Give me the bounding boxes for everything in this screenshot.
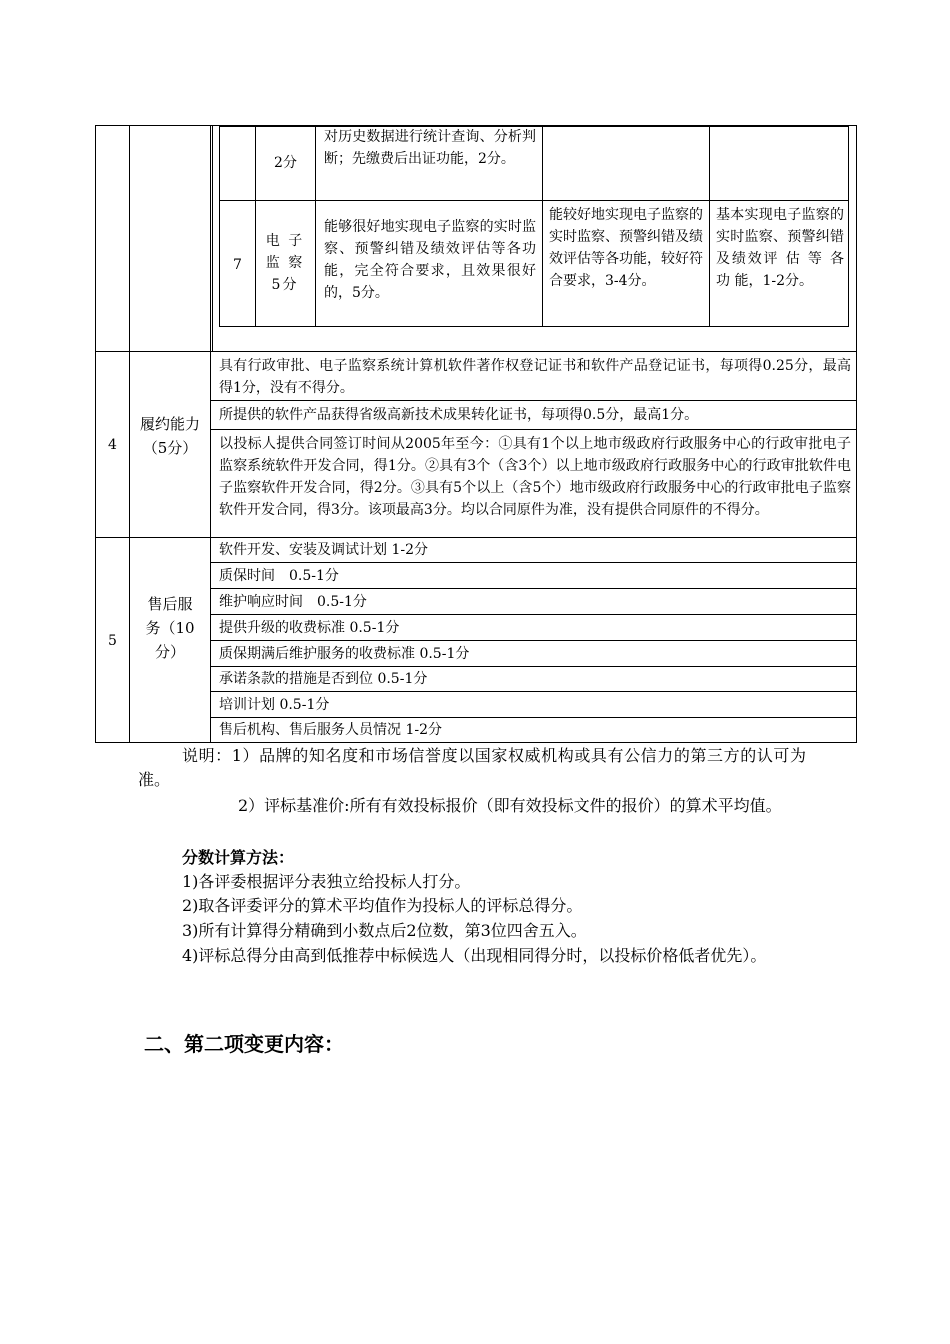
calc-method-title: 分数计算方法： (182, 848, 295, 867)
section4-title: 履约能力（5分） (140, 415, 201, 457)
inner-col-5 (709, 126, 710, 327)
inner-col-4 (542, 126, 543, 327)
section5-row-5: 质保期满后维护服务的收费标准 0.5-1分 (219, 646, 470, 662)
section5-row-divider-1 (210, 562, 857, 563)
section5-row-1: 软件开发、安装及调试计划 1-2分 (219, 542, 428, 558)
section5-row-divider-7 (210, 717, 857, 718)
section5-row-6: 承诺条款的措施是否到位 0.5-1分 (219, 671, 428, 687)
calc-step-4: 4)评标总得分由高到低推荐中标候选人（出现相同得分时，以投标价格低者优先）。 (182, 946, 767, 965)
section5-title: 售后服务（10分） (145, 595, 195, 661)
section5-row-4: 提供升级的收费标准 0.5-1分 (219, 620, 400, 636)
section5-row-7: 培训计划 0.5-1分 (219, 697, 330, 713)
section4-row-3: 以投标人提供合同签订时间从2005年至今：①具有1个以上地市级政府行政服务中心的行政审批电子监察系统软件开发合同，得1分。②具有3个（含3个）以上地市级政府行政服务中心的行政审批软件电子监察软件开发合同，得2分。③具有5个以上（含5个）地市级政府行政服务中心的行政审批电子监察软件开发合同，得3分。该项最高3分。均以合同原件为准，没有提供合同原件的不得分。 (219, 436, 851, 518)
inner-row-a-score: 2分 (274, 155, 297, 171)
section5-number: 5 (108, 633, 117, 649)
section-heading-2: 二、第二项变更内容： (144, 1032, 344, 1056)
section4-row-1: 具有行政审批、电子监察系统计算机软件著作权登记证书和软件产品登记证书，每项得0.25分，最高得1分，没有不得分。 (219, 358, 851, 396)
section5-row-divider-6 (210, 691, 857, 692)
section5-row-8: 售后机构、售后服务人员情况 1-2分 (219, 722, 442, 738)
table-border-right (856, 125, 857, 743)
inner-row-b-low: 基本实现电子监察的实时监察、预警纠错及绩效评 估 等 各 功 能，1-2分。 (716, 207, 844, 289)
inner-row-b-item: 电 子 监 察 5分 (265, 233, 305, 293)
section5-row-2: 质保时间 0.5-1分 (219, 568, 339, 584)
inner-col-1 (219, 126, 220, 327)
section4-row-2: 所提供的软件产品获得省级高新技术成果转化证书，每项得0.5分，最高1分。 (219, 407, 699, 423)
table-divider-num (129, 125, 130, 743)
section5-top-border (95, 537, 857, 538)
inner-row-b-mid: 能较好地实现电子监察的实时监察、预警纠错及绩效评估等各功能，较好符合要求，3-4分。 (549, 207, 703, 289)
section5-row-divider-5 (210, 666, 857, 667)
section5-row-divider-4 (210, 640, 857, 641)
inner-table-mid (219, 200, 849, 201)
section4-row-divider-1 (210, 400, 857, 401)
calc-step-1: 1)各评委根据评分表独立给投标人打分。 (182, 872, 471, 891)
section5-row-3: 维护响应时间 0.5-1分 (219, 594, 367, 610)
section4-top-border (95, 351, 857, 352)
inner-row-b-index: 7 (233, 257, 242, 273)
table-divider-title (210, 125, 211, 743)
table-divider-inner-left (212, 125, 213, 351)
section5-row-divider-3 (210, 614, 857, 615)
section4-number: 4 (108, 437, 117, 453)
inner-row-b-full: 能够很好地实现电子监察的实时监察、预警纠错及绩效评估等各功能，完全符合要求，且效果很好的，5分。 (324, 219, 536, 301)
calc-step-2: 2)取各评委评分的算术平均值作为投标人的评标总得分。 (182, 896, 583, 915)
inner-row-a-full: 对历史数据进行统计查询、分析判断；先缴费后出证功能，2分。 (324, 129, 536, 167)
inner-table-bottom (219, 326, 849, 327)
section4-row-divider-2 (210, 429, 857, 430)
inner-col-6 (848, 126, 849, 327)
table-border-bottom (95, 742, 857, 743)
note-brand: 说明：1）品牌的知名度和市场信誉度以国家权威机构或具有公信力的第三方的认可为准。 (138, 746, 806, 789)
calc-step-3: 3)所有计算得分精确到小数点后2位数，第3位四舍五入。 (182, 921, 587, 940)
note-benchmark-price: 2）评标基准价:所有有效投标报价（即有效投标文件的报价）的算术平均值。 (238, 796, 782, 815)
inner-col-3 (315, 126, 316, 327)
section5-row-divider-2 (210, 588, 857, 589)
